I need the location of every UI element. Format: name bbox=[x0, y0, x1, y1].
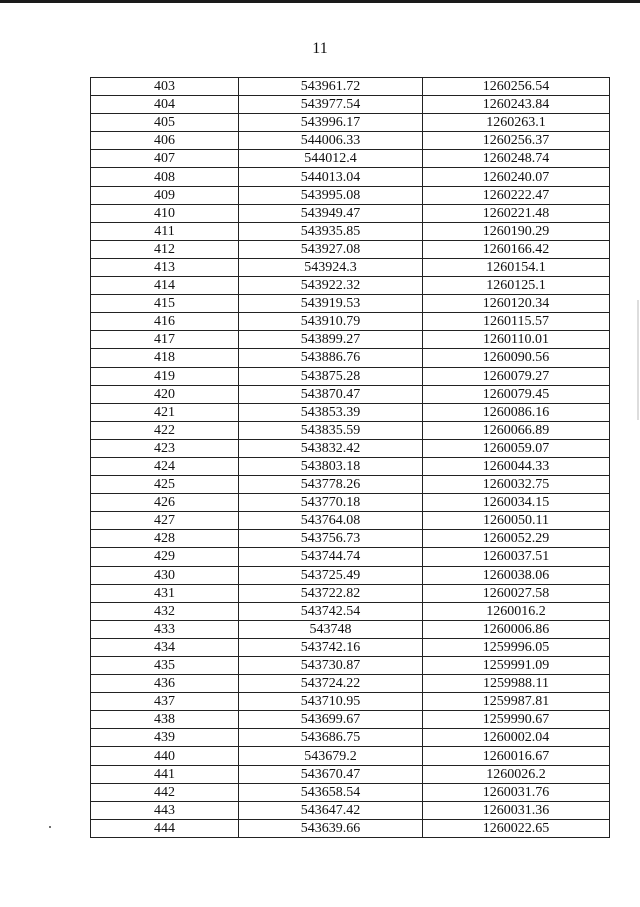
coordinates-table bbox=[90, 77, 610, 838]
page-number: 11 bbox=[312, 40, 328, 57]
point-number-cell: 438 bbox=[91, 711, 239, 729]
point-number-cell: 431 bbox=[91, 584, 239, 602]
point-number-cell: 408 bbox=[91, 168, 239, 186]
table-row bbox=[91, 801, 610, 819]
x-coordinate-cell: 543832.42 bbox=[239, 439, 423, 457]
table-row bbox=[91, 566, 610, 584]
table-row bbox=[91, 693, 610, 711]
table-row bbox=[91, 530, 610, 548]
y-coordinate-cell: 1260031.36 bbox=[423, 801, 610, 819]
x-coordinate-cell: 543910.79 bbox=[239, 313, 423, 331]
y-coordinate-cell: 1260154.1 bbox=[423, 258, 610, 276]
point-number-cell: 411 bbox=[91, 222, 239, 240]
table-row bbox=[91, 277, 610, 295]
scan-edge-shadow bbox=[637, 300, 639, 420]
y-coordinate-cell: 1260222.47 bbox=[423, 186, 610, 204]
x-coordinate-cell: 543803.18 bbox=[239, 457, 423, 475]
x-coordinate-cell: 543770.18 bbox=[239, 494, 423, 512]
table-row bbox=[91, 638, 610, 656]
point-number-cell: 424 bbox=[91, 457, 239, 475]
y-coordinate-cell: 1259987.81 bbox=[423, 693, 610, 711]
point-number-cell: 414 bbox=[91, 277, 239, 295]
x-coordinate-cell: 543875.28 bbox=[239, 367, 423, 385]
x-coordinate-cell: 543835.59 bbox=[239, 421, 423, 439]
table-row bbox=[91, 168, 610, 186]
x-coordinate-cell: 543996.17 bbox=[239, 114, 423, 132]
point-number-cell: 419 bbox=[91, 367, 239, 385]
x-coordinate-cell: 543670.47 bbox=[239, 765, 423, 783]
table-row bbox=[91, 602, 610, 620]
x-coordinate-cell: 543756.73 bbox=[239, 530, 423, 548]
y-coordinate-cell: 1260027.58 bbox=[423, 584, 610, 602]
point-number-cell: 407 bbox=[91, 150, 239, 168]
y-coordinate-cell: 1260110.01 bbox=[423, 331, 610, 349]
table-row bbox=[91, 783, 610, 801]
table-row bbox=[91, 150, 610, 168]
point-number-cell: 403 bbox=[91, 78, 239, 96]
point-number-cell: 421 bbox=[91, 403, 239, 421]
x-coordinate-cell: 543748 bbox=[239, 620, 423, 638]
point-number-cell: 435 bbox=[91, 657, 239, 675]
table-row bbox=[91, 657, 610, 675]
point-number-cell: 404 bbox=[91, 96, 239, 114]
y-coordinate-cell: 1260240.07 bbox=[423, 168, 610, 186]
x-coordinate-cell: 543744.74 bbox=[239, 548, 423, 566]
table-row bbox=[91, 240, 610, 258]
x-coordinate-cell: 543647.42 bbox=[239, 801, 423, 819]
top-border-line bbox=[0, 0, 640, 3]
point-number-cell: 430 bbox=[91, 566, 239, 584]
x-coordinate-cell: 543764.08 bbox=[239, 512, 423, 530]
y-coordinate-cell: 1260037.51 bbox=[423, 548, 610, 566]
y-coordinate-cell: 1260059.07 bbox=[423, 439, 610, 457]
point-number-cell: 410 bbox=[91, 204, 239, 222]
y-coordinate-cell: 1260079.27 bbox=[423, 367, 610, 385]
x-coordinate-cell: 543977.54 bbox=[239, 96, 423, 114]
y-coordinate-cell: 1260263.1 bbox=[423, 114, 610, 132]
y-coordinate-cell: 1260006.86 bbox=[423, 620, 610, 638]
table-row bbox=[91, 620, 610, 638]
x-coordinate-cell: 544012.4 bbox=[239, 150, 423, 168]
x-coordinate-cell: 543778.26 bbox=[239, 476, 423, 494]
y-coordinate-cell: 1260221.48 bbox=[423, 204, 610, 222]
x-coordinate-cell: 543686.75 bbox=[239, 729, 423, 747]
x-coordinate-cell: 543742.54 bbox=[239, 602, 423, 620]
point-number-cell: 434 bbox=[91, 638, 239, 656]
x-coordinate-cell: 543853.39 bbox=[239, 403, 423, 421]
x-coordinate-cell: 543724.22 bbox=[239, 675, 423, 693]
y-coordinate-cell: 1260115.57 bbox=[423, 313, 610, 331]
table-row bbox=[91, 675, 610, 693]
point-number-cell: 418 bbox=[91, 349, 239, 367]
y-coordinate-cell: 1260002.04 bbox=[423, 729, 610, 747]
table-row bbox=[91, 584, 610, 602]
y-coordinate-cell: 1260120.34 bbox=[423, 295, 610, 313]
y-coordinate-cell: 1260248.74 bbox=[423, 150, 610, 168]
point-number-cell: 433 bbox=[91, 620, 239, 638]
x-coordinate-cell: 543730.87 bbox=[239, 657, 423, 675]
table-row bbox=[91, 96, 610, 114]
y-coordinate-cell: 1260022.65 bbox=[423, 819, 610, 837]
x-coordinate-cell: 543710.95 bbox=[239, 693, 423, 711]
table-row bbox=[91, 403, 610, 421]
y-coordinate-cell: 1260044.33 bbox=[423, 457, 610, 475]
y-coordinate-cell: 1260026.2 bbox=[423, 765, 610, 783]
point-number-cell: 442 bbox=[91, 783, 239, 801]
x-coordinate-cell: 543886.76 bbox=[239, 349, 423, 367]
x-coordinate-cell: 543742.16 bbox=[239, 638, 423, 656]
scan-speck bbox=[49, 826, 51, 828]
x-coordinate-cell: 543658.54 bbox=[239, 783, 423, 801]
y-coordinate-cell: 1259990.67 bbox=[423, 711, 610, 729]
y-coordinate-cell: 1259991.09 bbox=[423, 657, 610, 675]
table-row bbox=[91, 457, 610, 475]
point-number-cell: 420 bbox=[91, 385, 239, 403]
table-row bbox=[91, 476, 610, 494]
y-coordinate-cell: 1260256.37 bbox=[423, 132, 610, 150]
x-coordinate-cell: 543935.85 bbox=[239, 222, 423, 240]
point-number-cell: 405 bbox=[91, 114, 239, 132]
point-number-cell: 440 bbox=[91, 747, 239, 765]
table-row bbox=[91, 819, 610, 837]
point-number-cell: 425 bbox=[91, 476, 239, 494]
point-number-cell: 415 bbox=[91, 295, 239, 313]
y-coordinate-cell: 1260066.89 bbox=[423, 421, 610, 439]
y-coordinate-cell: 1260050.11 bbox=[423, 512, 610, 530]
y-coordinate-cell: 1260031.76 bbox=[423, 783, 610, 801]
point-number-cell: 417 bbox=[91, 331, 239, 349]
y-coordinate-cell: 1259996.05 bbox=[423, 638, 610, 656]
x-coordinate-cell: 543870.47 bbox=[239, 385, 423, 403]
table-row bbox=[91, 385, 610, 403]
point-number-cell: 437 bbox=[91, 693, 239, 711]
x-coordinate-cell: 543679.2 bbox=[239, 747, 423, 765]
y-coordinate-cell: 1260032.75 bbox=[423, 476, 610, 494]
point-number-cell: 428 bbox=[91, 530, 239, 548]
point-number-cell: 413 bbox=[91, 258, 239, 276]
point-number-cell: 441 bbox=[91, 765, 239, 783]
point-number-cell: 436 bbox=[91, 675, 239, 693]
table-row bbox=[91, 421, 610, 439]
y-coordinate-cell: 1260086.16 bbox=[423, 403, 610, 421]
table-row bbox=[91, 295, 610, 313]
y-coordinate-cell: 1260034.15 bbox=[423, 494, 610, 512]
table-row bbox=[91, 204, 610, 222]
table-row bbox=[91, 186, 610, 204]
point-number-cell: 416 bbox=[91, 313, 239, 331]
table-row bbox=[91, 114, 610, 132]
table-row bbox=[91, 439, 610, 457]
y-coordinate-cell: 1260166.42 bbox=[423, 240, 610, 258]
x-coordinate-cell: 543995.08 bbox=[239, 186, 423, 204]
point-number-cell: 427 bbox=[91, 512, 239, 530]
x-coordinate-cell: 543961.72 bbox=[239, 78, 423, 96]
table-row bbox=[91, 313, 610, 331]
table-row bbox=[91, 367, 610, 385]
y-coordinate-cell: 1260243.84 bbox=[423, 96, 610, 114]
table-row bbox=[91, 729, 610, 747]
table-row bbox=[91, 494, 610, 512]
table-row bbox=[91, 258, 610, 276]
x-coordinate-cell: 543699.67 bbox=[239, 711, 423, 729]
x-coordinate-cell: 543725.49 bbox=[239, 566, 423, 584]
table-row bbox=[91, 132, 610, 150]
table-row bbox=[91, 711, 610, 729]
y-coordinate-cell: 1260052.29 bbox=[423, 530, 610, 548]
x-coordinate-cell: 543722.82 bbox=[239, 584, 423, 602]
point-number-cell: 422 bbox=[91, 421, 239, 439]
point-number-cell: 432 bbox=[91, 602, 239, 620]
y-coordinate-cell: 1260079.45 bbox=[423, 385, 610, 403]
x-coordinate-cell: 544013.04 bbox=[239, 168, 423, 186]
table-row bbox=[91, 747, 610, 765]
table-row bbox=[91, 349, 610, 367]
y-coordinate-cell: 1260090.56 bbox=[423, 349, 610, 367]
y-coordinate-cell: 1260038.06 bbox=[423, 566, 610, 584]
y-coordinate-cell: 1260016.2 bbox=[423, 602, 610, 620]
point-number-cell: 426 bbox=[91, 494, 239, 512]
x-coordinate-cell: 544006.33 bbox=[239, 132, 423, 150]
x-coordinate-cell: 543924.3 bbox=[239, 258, 423, 276]
point-number-cell: 409 bbox=[91, 186, 239, 204]
point-number-cell: 423 bbox=[91, 439, 239, 457]
y-coordinate-cell: 1260016.67 bbox=[423, 747, 610, 765]
point-number-cell: 439 bbox=[91, 729, 239, 747]
y-coordinate-cell: 1260125.1 bbox=[423, 277, 610, 295]
x-coordinate-cell: 543927.08 bbox=[239, 240, 423, 258]
coordinates-table-body bbox=[91, 78, 610, 838]
x-coordinate-cell: 543899.27 bbox=[239, 331, 423, 349]
x-coordinate-cell: 543639.66 bbox=[239, 819, 423, 837]
x-coordinate-cell: 543922.32 bbox=[239, 277, 423, 295]
table-row bbox=[91, 222, 610, 240]
point-number-cell: 406 bbox=[91, 132, 239, 150]
x-coordinate-cell: 543919.53 bbox=[239, 295, 423, 313]
x-coordinate-cell: 543949.47 bbox=[239, 204, 423, 222]
table-row bbox=[91, 765, 610, 783]
table-row bbox=[91, 78, 610, 96]
table-row bbox=[91, 512, 610, 530]
point-number-cell: 429 bbox=[91, 548, 239, 566]
y-coordinate-cell: 1260256.54 bbox=[423, 78, 610, 96]
table-row bbox=[91, 331, 610, 349]
table-row bbox=[91, 548, 610, 566]
point-number-cell: 443 bbox=[91, 801, 239, 819]
y-coordinate-cell: 1260190.29 bbox=[423, 222, 610, 240]
y-coordinate-cell: 1259988.11 bbox=[423, 675, 610, 693]
point-number-cell: 412 bbox=[91, 240, 239, 258]
point-number-cell: 444 bbox=[91, 819, 239, 837]
